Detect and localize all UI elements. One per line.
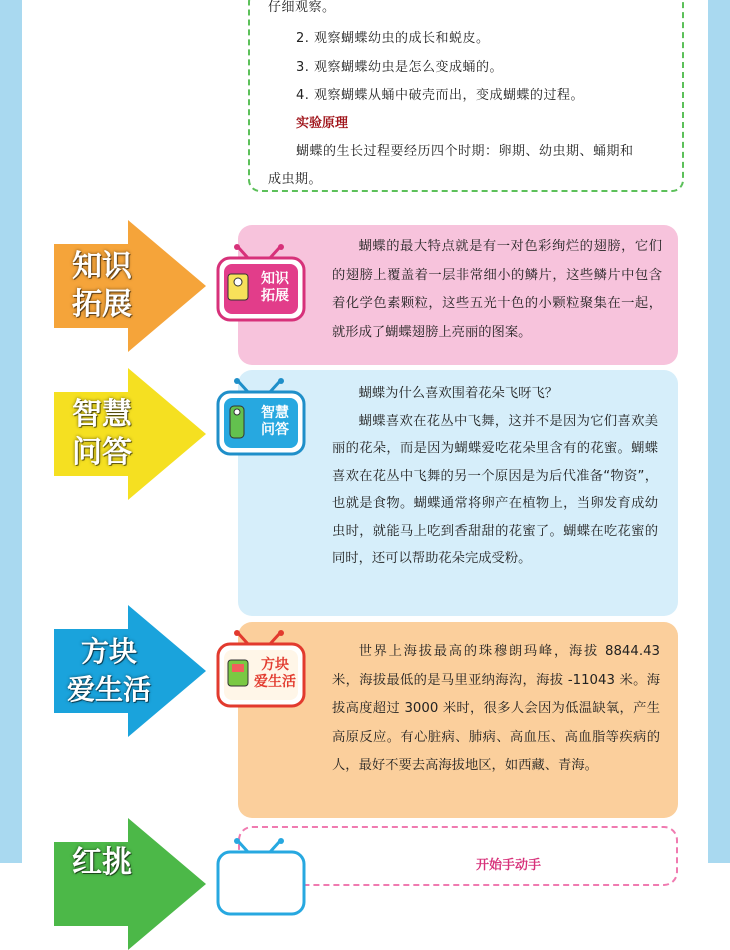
experiment-line: 3. 观察蝴蝶幼虫是怎么变成蛹的。 xyxy=(296,60,504,75)
badge-label: 智慧 xyxy=(261,405,289,421)
badge-knowledge xyxy=(214,244,306,326)
principle-heading: 实验原理 xyxy=(296,116,349,131)
arrow-label: 知识 xyxy=(72,249,132,284)
knowledge-text: 蝴蝶的最大特点就是有一对色彩绚烂的翅膀，它们的翅膀上覆盖着一层非常细小的鳞片，这些鳞片中包含着化学色素颗粒，这些五光十色的小颗粒聚集在一起，就形成了蝴蝶翅膀上亮丽的图案。 xyxy=(332,239,662,340)
life-text: 世界上海拔最高的珠穆朗玛峰，海拔 8844.43 米，海拔最低的是马里亚纳海沟，海拔 -11043 米。海拔高度超过 3000 米时，很多人会因为低温缺氧，产生高原反应。有心脏病、肺病、高血压、高血脂等疾病的人，最好不要去高海拔地区，如西藏、青海。 xyxy=(332,644,660,773)
principle-text: 蝴蝶的生长过程要经历四个时期：卵期、幼虫期、蛹期和 xyxy=(296,144,634,159)
badge-label: 方块 xyxy=(261,657,289,673)
badge-label: 爱生活 xyxy=(254,674,296,690)
qa-answer: 蝴蝶喜欢在花丛中飞舞，这并不是因为它们喜欢美丽的花朵，而是因为蝴蝶爱吃花朵里含有的花蜜。蝴蝶喜欢在花丛中飞舞的另一个原因是为后代准备“物资”，也就是食物。蝴蝶通常将卵产在植物上，当卵发育成幼虫时，就能马上吃到香甜甜的花蜜了。蝴蝶在吃花蜜的同时，还可以帮助花朵完成受粉。 xyxy=(332,413,658,566)
challenge-title: 开始手动手 xyxy=(476,858,542,873)
experiment-line: 4. 观察蝴蝶从蛹中破壳而出，变成蝴蝶的过程。 xyxy=(296,88,585,103)
section-arrow-qa xyxy=(54,368,214,500)
badge-life xyxy=(214,630,306,712)
badge-label: 拓展 xyxy=(261,288,289,304)
badge-label: 问答 xyxy=(261,422,289,438)
section-arrow-challenge xyxy=(54,818,214,950)
experiment-line: 2. 观察蝴蝶幼虫的成长和蜕皮。 xyxy=(296,31,490,46)
arrow-label: 红挑 xyxy=(72,845,132,880)
arrow-label: 拓展 xyxy=(72,287,132,322)
badge-challenge xyxy=(214,838,306,920)
qa-question: 蝴蝶为什么喜欢围着花朵飞呀飞？ xyxy=(358,386,559,401)
arrow-label: 智慧 xyxy=(72,397,132,432)
left-side-bar xyxy=(0,0,22,863)
experiment-box xyxy=(248,0,684,192)
right-side-bar xyxy=(708,0,730,863)
section-arrow-knowledge xyxy=(54,220,214,352)
section-arrow-life xyxy=(54,605,214,737)
arrow-label: 问答 xyxy=(72,435,132,470)
badge-label: 知识 xyxy=(261,271,289,287)
badge-qa xyxy=(214,378,306,460)
experiment-line: 仔细观察。 xyxy=(268,0,336,15)
principle-text: 成虫期。 xyxy=(268,172,323,187)
arrow-label: 方块 xyxy=(80,635,137,668)
arrow-label: 爱生活 xyxy=(66,673,151,706)
